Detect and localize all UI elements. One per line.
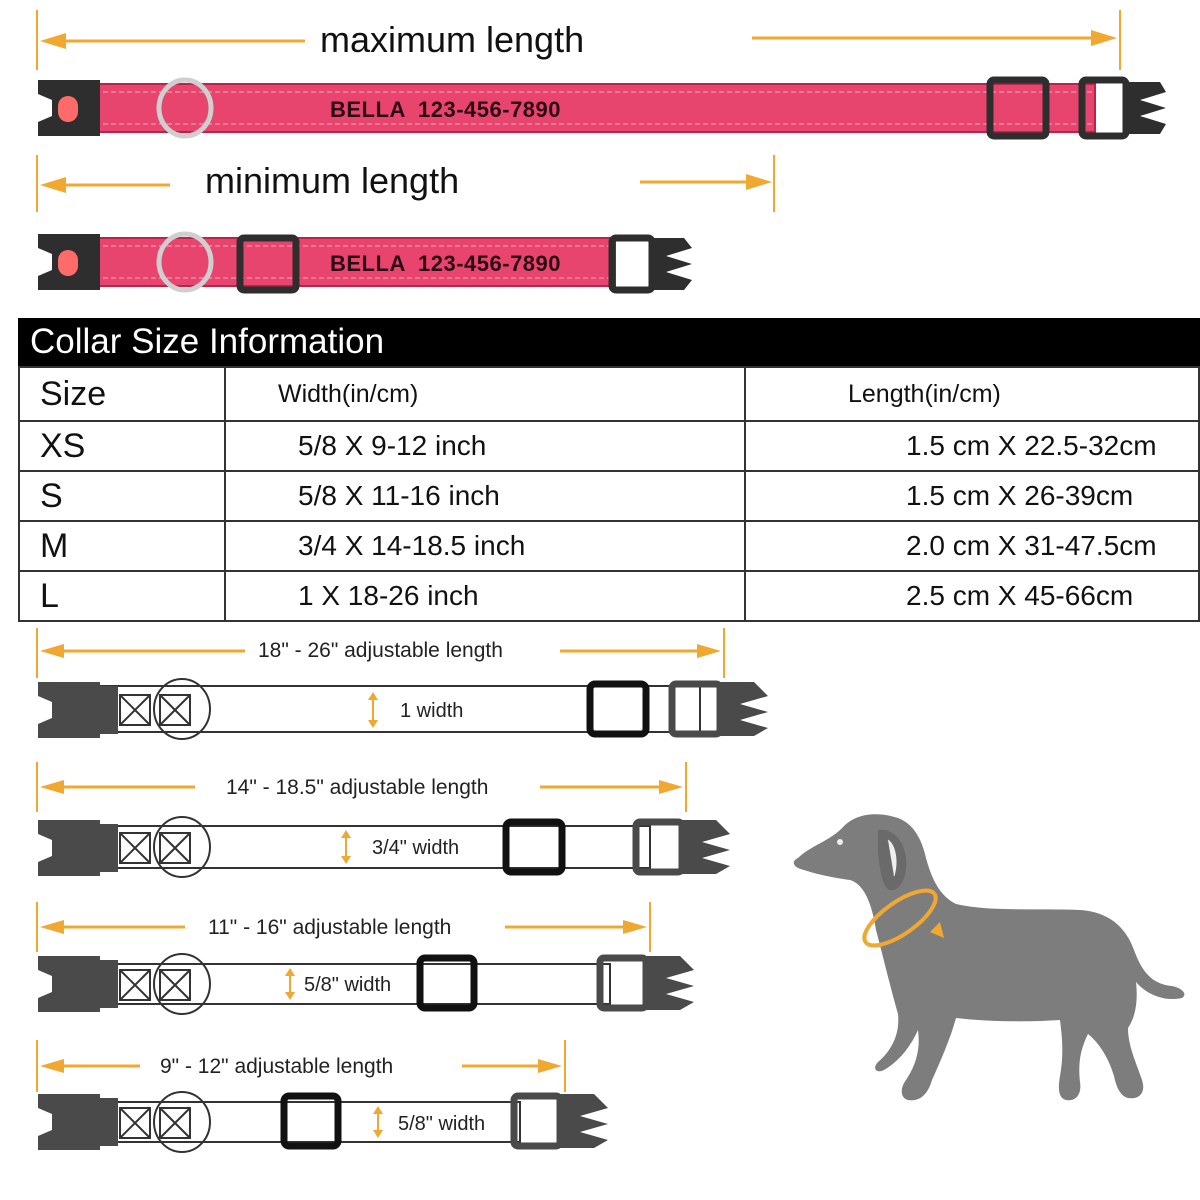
- row-size: L: [19, 571, 225, 621]
- row-width: 1 X 18-26 inch: [225, 571, 745, 621]
- header-width: Width(in/cm): [225, 367, 745, 421]
- row-width: 5/8 X 9-12 inch: [225, 421, 745, 471]
- row-size: M: [19, 521, 225, 571]
- name-tag-max: BELLA: [330, 97, 406, 122]
- header-length: Length(in/cm): [745, 367, 1199, 421]
- size-table: [18, 366, 1200, 622]
- name-tag-min: BELLA: [330, 251, 406, 276]
- dog-silhouette-icon: [780, 800, 1200, 1120]
- buckle-icon: [38, 80, 100, 136]
- table-row: [19, 521, 1199, 571]
- row-width: 3/4 X 14-18.5 inch: [225, 521, 745, 571]
- row-length: 1.5 cm X 22.5-32cm: [745, 421, 1199, 471]
- length-label-small: 11" - 16" adjustable length: [208, 916, 452, 939]
- length-label-medium: 14" - 18.5" adjustable length: [226, 776, 489, 799]
- header-size: Size: [19, 367, 225, 421]
- max-length-label: maximum length: [320, 19, 585, 60]
- width-label-medium: 3/4" width: [372, 837, 460, 859]
- width-label-large: 1 width: [400, 700, 464, 722]
- row-length: 1.5 cm X 26-39cm: [745, 471, 1199, 521]
- table-header-bar: [18, 318, 1200, 366]
- collar-length-diagram: [0, 0, 1200, 320]
- min-length-label: minimum length: [205, 160, 460, 201]
- row-length: 2.0 cm X 31-47.5cm: [745, 521, 1199, 571]
- row-length: 2.5 cm X 45-66cm: [745, 571, 1199, 621]
- row-width: 5/8 X 11-16 inch: [225, 471, 745, 521]
- table-header-row: [19, 367, 1199, 421]
- table-row: [19, 471, 1199, 521]
- length-label-extra-small: 9" - 12" adjustable length: [160, 1055, 394, 1078]
- width-label-extra-small: 5/8" width: [398, 1113, 486, 1135]
- phone-tag-max: 123-456-7890: [418, 97, 562, 122]
- table-row: [19, 421, 1199, 471]
- table-title: Collar Size Information: [30, 322, 385, 361]
- row-size: S: [19, 471, 225, 521]
- table-row: [19, 571, 1199, 621]
- width-label-small: 5/8" width: [304, 974, 392, 996]
- buckle-icon: [38, 234, 100, 290]
- row-size: XS: [19, 421, 225, 471]
- phone-tag-min: 123-456-7890: [418, 251, 562, 276]
- max-length-collar: [38, 80, 1166, 136]
- length-label-large: 18" - 26" adjustable length: [258, 639, 503, 662]
